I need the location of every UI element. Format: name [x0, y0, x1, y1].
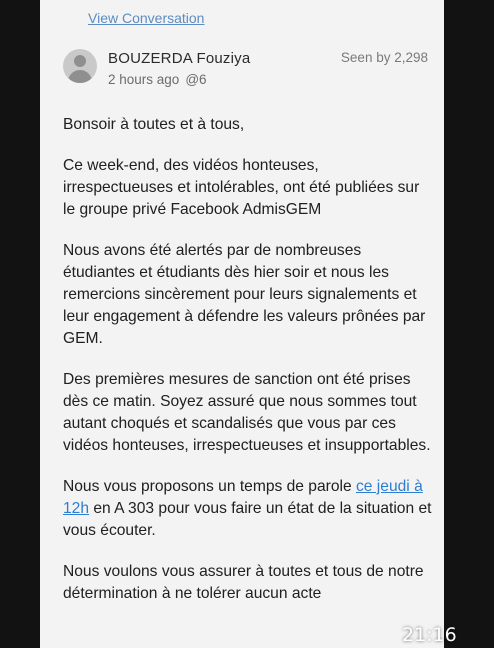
post-meta — [108, 72, 207, 87]
overlay-timestamp: 21:16 — [402, 624, 457, 646]
mention-count[interactable]: @6 — [185, 72, 207, 87]
author-name[interactable]: BOUZERDA Fouziya — [108, 50, 251, 67]
view-conversation-link[interactable]: View Conversation — [88, 10, 205, 26]
message-paragraph-3: Nous avons été alertés par de nombreuses étudiantes et étudiants dès hier soir et nous les remercions sincèrement pour leurs signalements et leur engagement à défendre les valeurs prônées par GEM. — [63, 242, 426, 347]
message-paragraph-5-start: Nous vous proposons un temps de parole — [63, 478, 356, 495]
message-paragraph-1: Bonsoir à toutes et à tous, — [63, 116, 245, 133]
avatar-head — [74, 55, 86, 67]
seen-by-count[interactable]: Seen by 2,298 — [340, 50, 428, 65]
message-paragraph-5 — [63, 476, 433, 542]
post-header — [63, 46, 428, 96]
message-paragraph-4: Des premières mesures de sanction ont été prises dès ce matin. Soyez assuré que nous sommes tout autant choqués et scandalisés que vous par ces vidéos honteuses, irrespectueuses et insupportables. — [63, 371, 431, 454]
message-body — [63, 114, 433, 624]
avatar-placeholder-icon[interactable] — [63, 49, 97, 83]
message-paragraph-6: Nous voulons vous assurer à toutes et tous de notre détermination à ne tolérer aucun acte — [63, 563, 424, 602]
message-paragraph-5-end: en A 303 pour vous faire un état de la situation et vous écouter. — [63, 500, 432, 539]
message-paragraph-2: Ce week-end, des vidéos honteuses, irrespectueuses et intolérables, ont été publiées sur le groupe privé Facebook AdmisGEM — [63, 157, 420, 218]
message-panel — [40, 0, 444, 648]
meeting-time-link[interactable]: ce jeudi à 12h — [63, 478, 423, 517]
avatar-shoulders — [68, 70, 92, 83]
time-ago: 2 hours ago — [108, 72, 180, 87]
